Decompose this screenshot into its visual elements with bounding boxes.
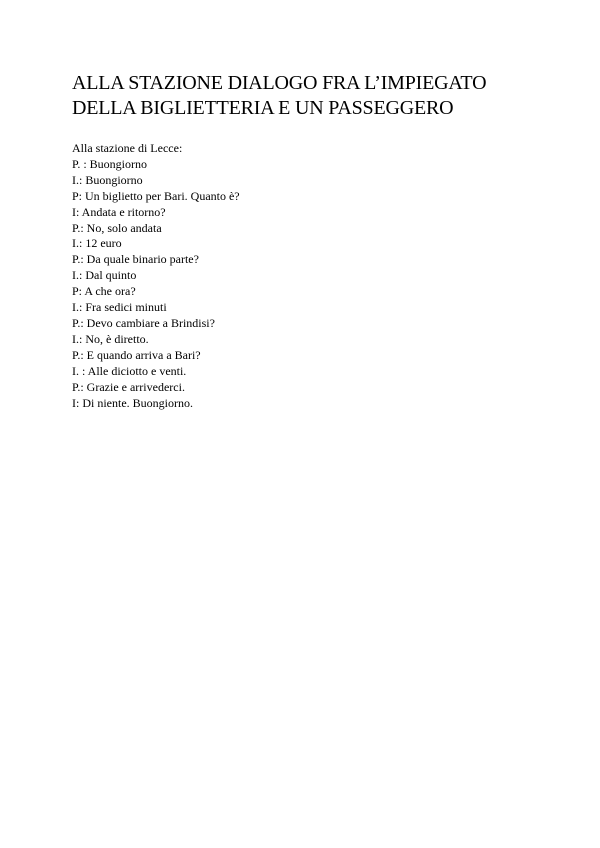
intro-line: Alla stazione di Lecce: [72,141,183,155]
dialogue-line: I: Andata e ritorno? [72,204,166,219]
dialogue-line: I. : Alle diciotto e venti. [72,363,187,378]
dialogue-line: P.: No, solo andata [72,220,162,235]
dialogue-line: P: A che ora? [72,284,136,299]
dialogue-line: I.: 12 euro [72,236,122,251]
dialogue-line: I.: No, è diretto. [72,331,149,346]
dialogue-line: I: Di niente. Buongiorno. [72,395,193,410]
dialogue-line: P. : Buongiorno [72,156,148,171]
title-line-1: ALLA STAZIONE DIALOGO FRA L’IMPIEGATO [72,72,487,94]
dialogue-line: P.: Devo cambiare a Brindisi? [72,315,215,330]
dialogue-line: P: Un biglietto per Bari. Quanto è? [72,188,240,203]
dialogue-line: P.: Da quale binario parte? [72,252,199,267]
dialogue-line: I.: Fra sedici minuti [72,300,167,315]
dialogue-line: P.: Grazie e arrivederci. [72,379,185,394]
dialogue-text [72,141,552,411]
document-title [72,71,572,121]
dialogue-line: I.: Dal quinto [72,268,137,283]
dialogue-line: P.: E quando arriva a Bari? [72,347,201,362]
title-line-2: DELLA BIGLIETTERIA E UN PASSEGGERO [72,97,454,119]
dialogue-line: I.: Buongiorno [72,172,143,187]
